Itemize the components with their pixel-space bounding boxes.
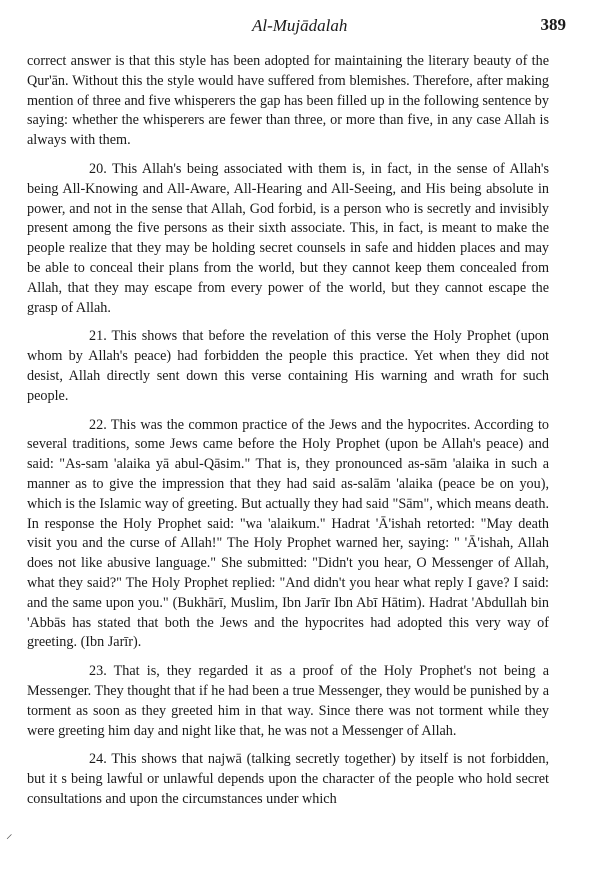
paragraph-note-24: 24. This shows that najwā (talking secretly together) by itself is not forbidden, but it s being lawful or unlawful depends upon the character of the people who hold secret consultations and upon the circumstances under which (27, 751, 549, 807)
paragraph-note-23: 23. That is, they regarded it as a proof of the Holy Prophet's not being a Messenger. They thought that if he had been a true Messenger, they would be punished by a torment as soon as they greeted him in that way. Since there was not torment while they were greeting him day and night like that, he was not a Messenger of Allah. (27, 663, 549, 739)
page-header (0, 0, 600, 40)
paragraph-note-20: 20. This Allah's being associated with them is, in fact, in the sense of Allah's being All-Knowing and All-Aware, All-Hearing and All-Seeing, and His being absolute in power, and not in the sense that Allah, God forbid, is a person who is secretly and invisibly present among the five persons as their sixth associate. This, in fact, is meant to make the people realize that they may be holding secret counsels in safe and hidden places and may be able to conceal their plans from the world, but they cannot keep them concealed from Allah, that they may escape from every power of the world, but they cannot escape the grasp of Allah. (27, 160, 549, 316)
paragraph-note-22: 22. This was the common practice of the Jews and the hypocrites. According to several traditions, some Jews came before the Holy Prophet (upon be Allah's peace) and said: "As-sam 'alaika yā abul-Qāsim." That is, they pronounced as-sām 'alaika in such a manner as to give the impression that they had said as-salām 'alaika (peace be on you), which is the Islamic way of greeting. But actually they had said "Sām", which means death. In response the Holy Prophet said: "wa 'alaikum." Hadrat 'Ā'ishah retorted: "May death visit you and the curse of Allah!" The Holy Prophet warned her, saying: " 'Ā'ishah, Allah does not like abusive language." She submitted: "Didn't you hear, O Messenger of Allah, what they said?" The Holy Prophet replied: "And didn't you hear what reply I gave? I said: and the same upon you." (Bukhārī, Muslim, Ibn Jarīr Ibn Abī Hātim). Hadrat 'Abdullah bin 'Abbās has stated that both the Jews and the hypocrites had adopted this very way of greeting. (Ibn Jarīr). (27, 416, 549, 651)
page-number: 389 (540, 15, 566, 34)
paragraph-continuation: correct answer is that this style has been adopted for maintaining the literary beauty of the Qur'ān. Without this the style would have suffered from blemishes. Therefore, after making mention of three and five whisperers the gap has been filled up in the following sentence by saying: whether the whisperers are fewer than three, or more than five, in any case Allah is always with them. (27, 53, 549, 149)
body-text (27, 52, 549, 819)
margin-pen-mark: ⸝ (6, 826, 13, 841)
running-title: Al-Mujādalah (252, 16, 348, 35)
paragraph-note-21: 21. This shows that before the revelation of this verse the Holy Prophet (upon whom by Allah's peace) had forbidden the people this practice. Yet when they did not desist, Allah directly sent down this verse containing His warning and wrath for such people. (27, 328, 549, 404)
